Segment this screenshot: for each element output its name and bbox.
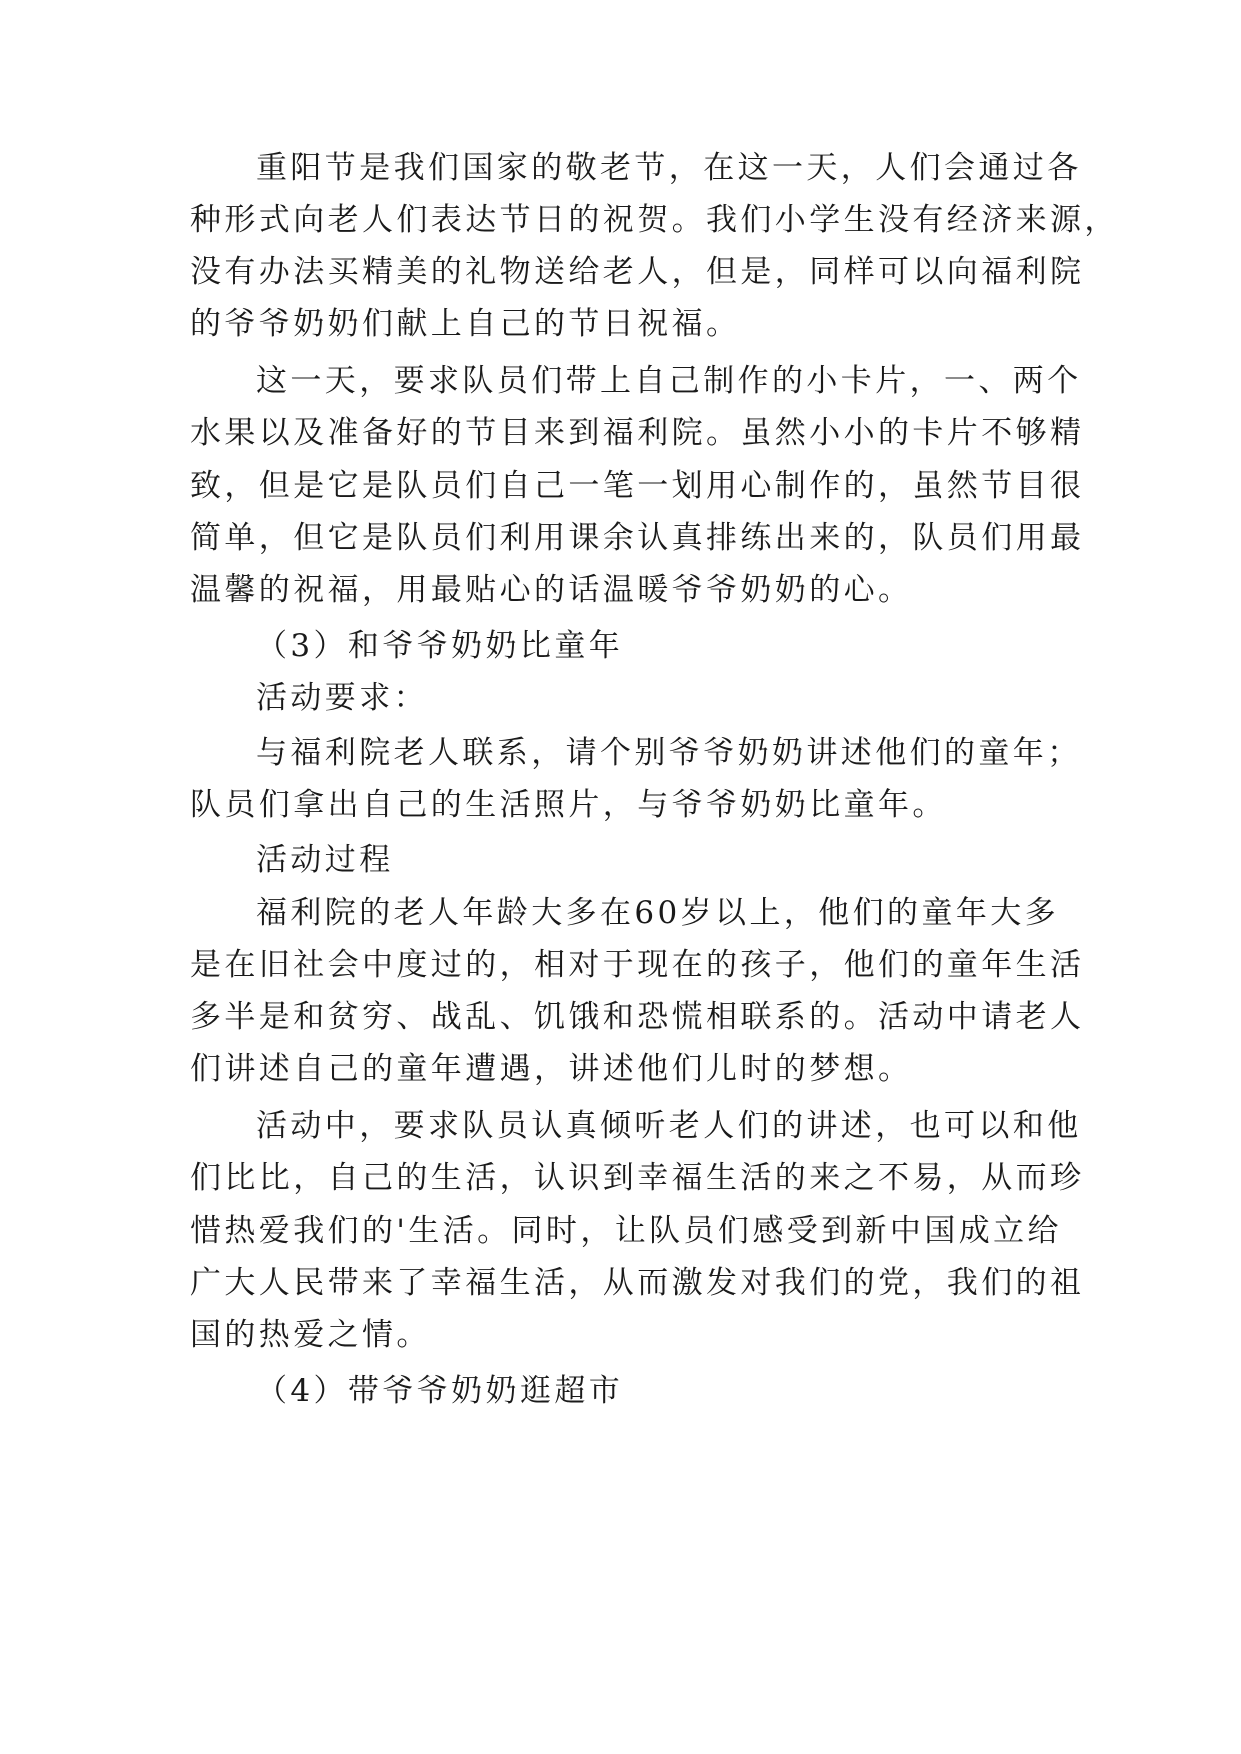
paragraph-line: 的爷爷奶奶们献上自己的节日祝福。 [190,306,741,342]
paragraph-line: 们讲述自己的童年遭遇，讲述他们儿时的梦想。 [190,1051,913,1087]
paragraph-line: 与福利院老人联系，请个别爷爷奶奶讲述他们的童年； [256,735,1082,771]
paragraph-line: 广大人民带来了幸福生活，从而激发对我们的党，我们的祖 [190,1265,1085,1301]
paragraph-line: 是在旧社会中度过的，相对于现在的孩子，他们的童年生活 [190,947,1085,983]
paragraph-line: 活动过程 [256,842,394,878]
paragraph-line: 福利院的老人年龄大多在60岁以上，他们的童年大多 [256,895,1060,931]
paragraph-line: 们比比，自己的生活，认识到幸福生活的来之不易，从而珍 [190,1160,1085,1196]
paragraph-line: 国的热爱之情。 [190,1317,431,1353]
paragraph-line: 重阳节是我们国家的敬老节，在这一天，人们会通过各 [256,150,1082,186]
paragraph-line: 活动要求： [256,680,428,716]
paragraph-line: 这一天，要求队员们带上自己制作的小卡片，一、两个 [256,363,1082,399]
section-heading: （3）和爷爷奶奶比童年 [256,628,624,664]
paragraph-line: 种形式向老人们表达节日的祝贺。我们小学生没有经济来源， [190,202,1119,238]
paragraph-line: 致，但是它是队员们自己一笔一划用心制作的，虽然节目很 [190,468,1085,504]
paragraph-line: 水果以及准备好的节目来到福利院。虽然小小的卡片不够精 [190,415,1085,451]
paragraph-line: 队员们拿出自己的生活照片，与爷爷奶奶比童年。 [190,787,947,823]
paragraph-line: 温馨的祝福，用最贴心的话温暖爷爷奶奶的心。 [190,572,913,608]
section-heading: （4）带爷爷奶奶逛超市 [256,1373,624,1409]
paragraph-line: 没有办法买精美的礼物送给老人，但是，同样可以向福利院 [190,254,1085,290]
paragraph-line: 惜热爱我们的'生活。同时，让队员们感受到新中国成立给 [190,1213,1062,1249]
paragraph-line: 简单，但它是队员们利用课余认真排练出来的，队员们用最 [190,520,1085,556]
paragraph-line: 活动中，要求队员认真倾听老人们的讲述，也可以和他 [256,1108,1082,1144]
paragraph-line: 多半是和贫穷、战乱、饥饿和恐慌相联系的。活动中请老人 [190,999,1085,1035]
